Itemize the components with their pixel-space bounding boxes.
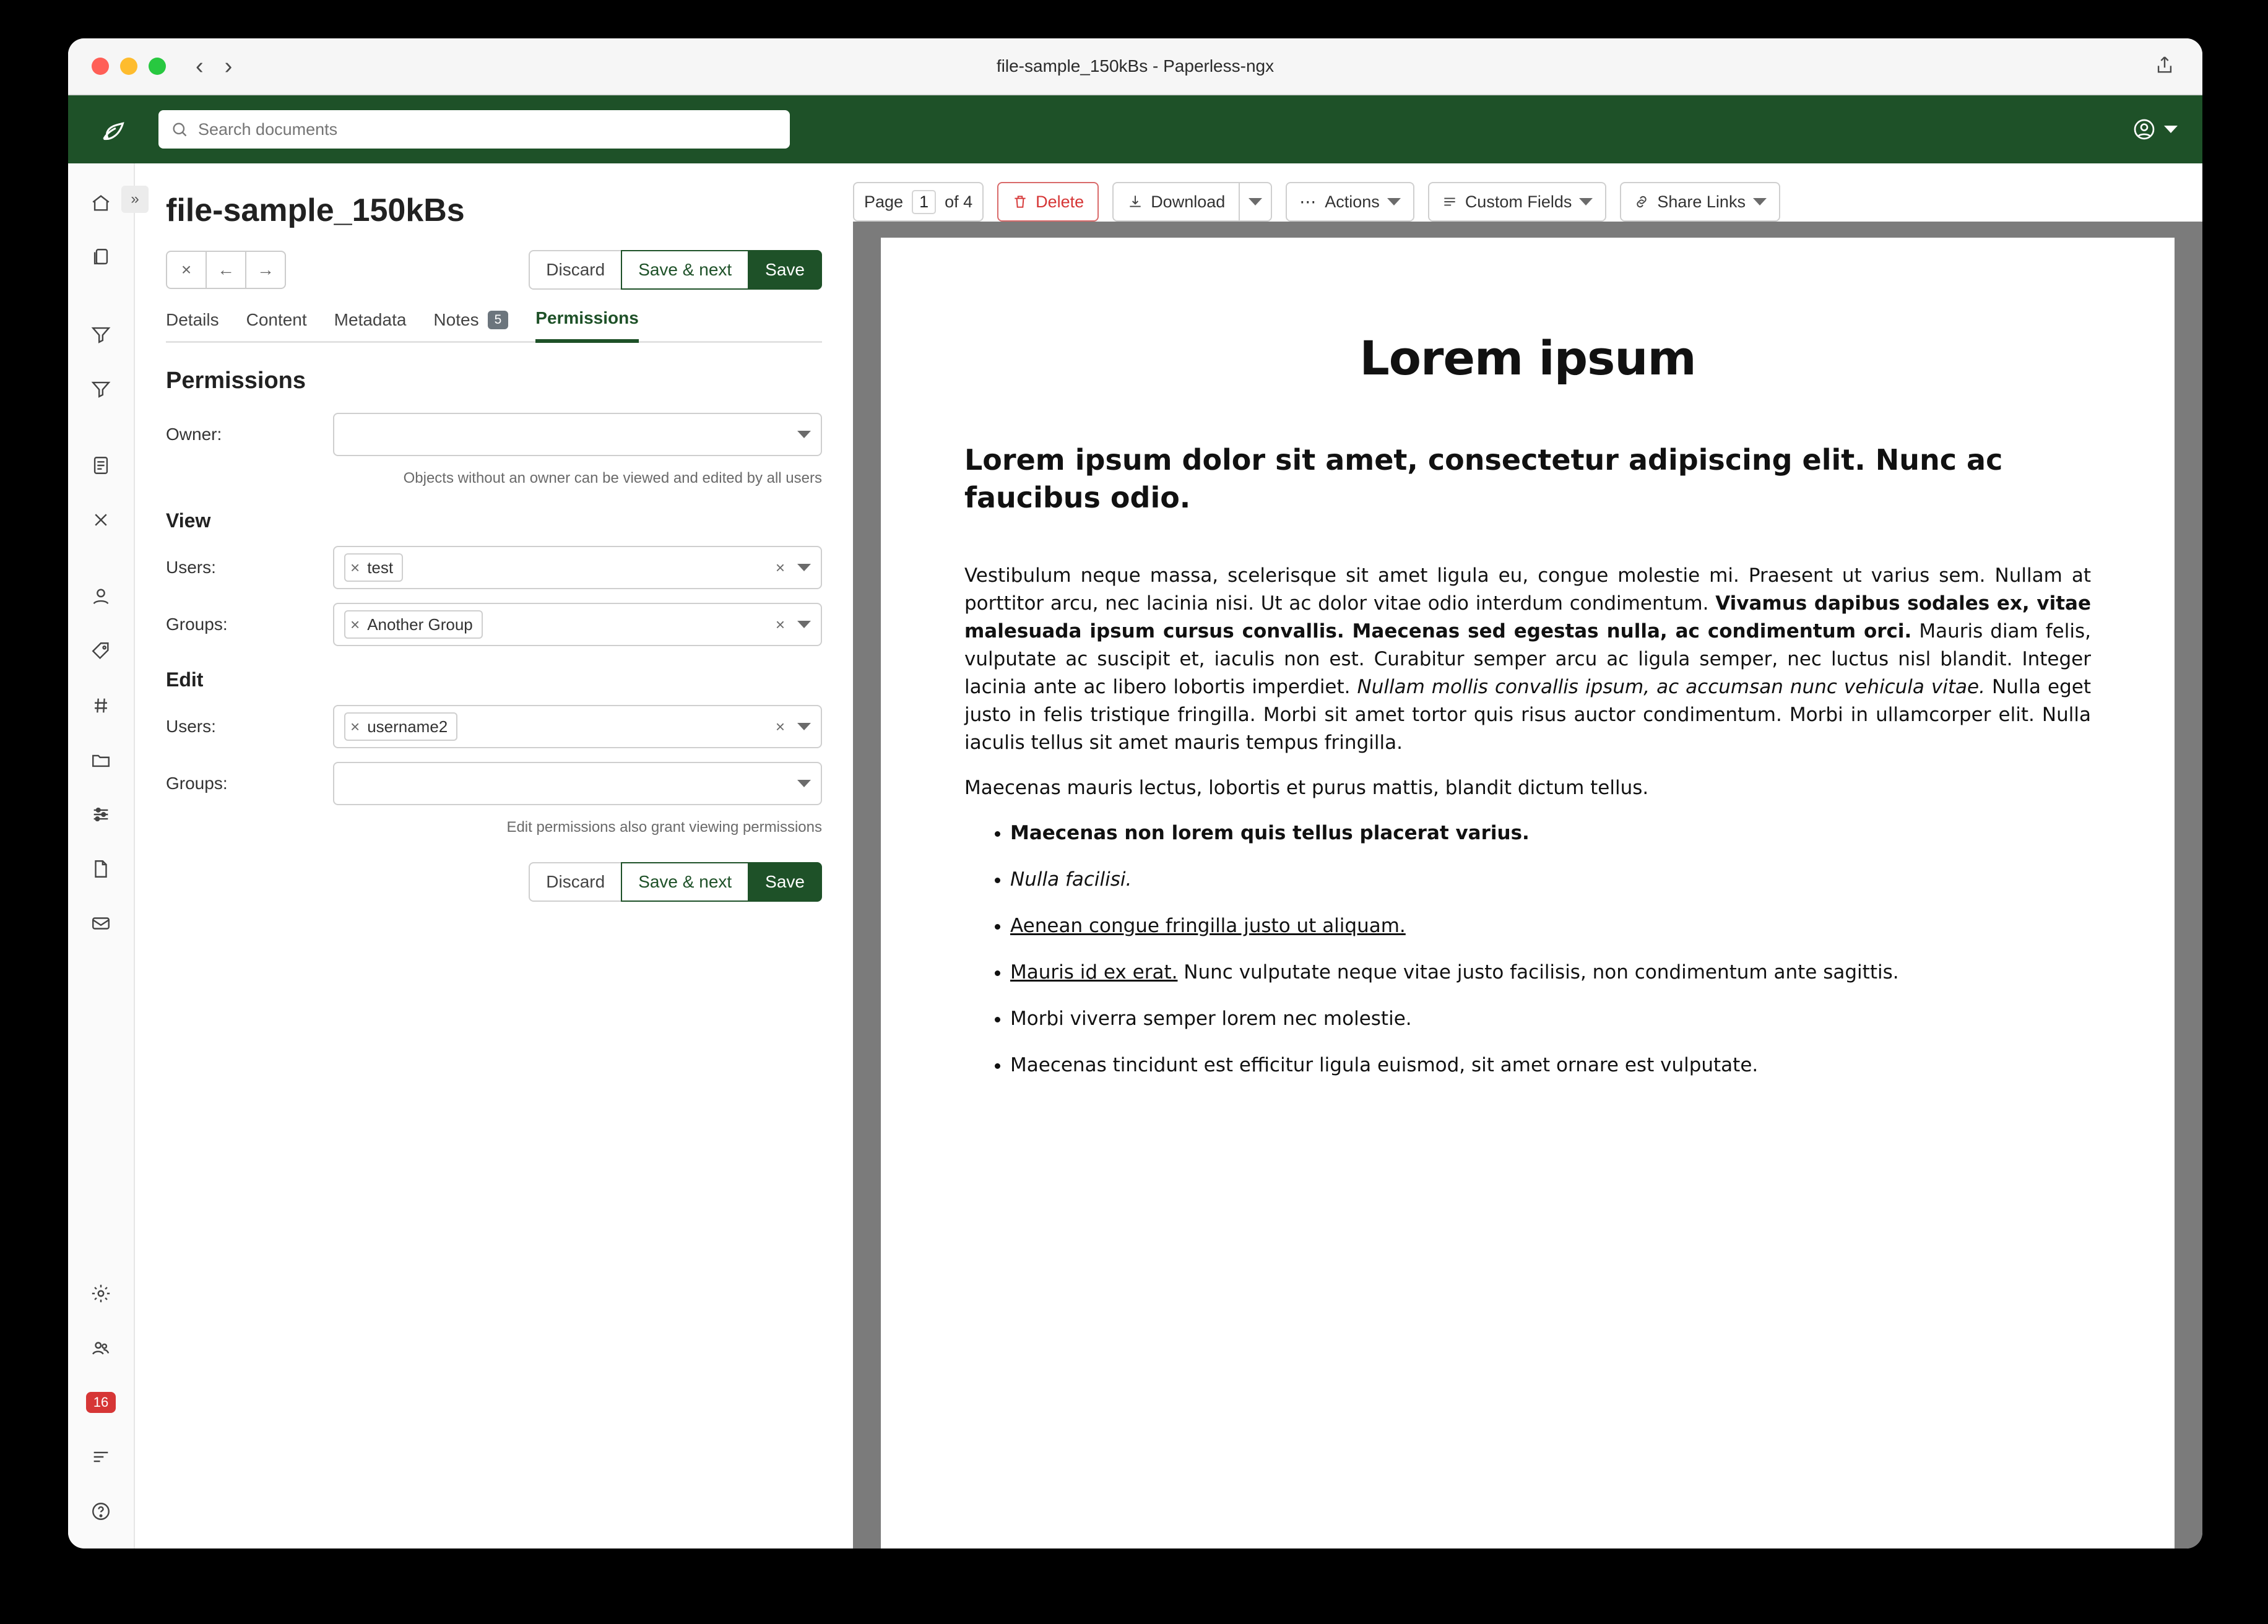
edit-groups-select[interactable]	[333, 762, 822, 805]
funnel-icon	[90, 324, 111, 345]
view-users-row	[166, 546, 822, 589]
remove-chip-icon[interactable]: ×	[350, 558, 360, 577]
document-paragraph-2: Maecenas mauris lectus, lobortis et purus mattis, blandit dictum tellus.	[964, 777, 1649, 799]
document-heading: Lorem ipsum	[1359, 330, 1696, 386]
user-circle-icon	[2132, 117, 2157, 142]
view-heading: View	[166, 509, 211, 532]
view-users-select[interactable]	[333, 546, 822, 589]
save-button-group-bottom	[166, 862, 822, 902]
list-item: • Maecenas non lorem quis tellus placerat varius.	[1010, 819, 2091, 847]
preview-column	[853, 163, 2202, 1548]
paperless-ngx-logo-icon[interactable]	[93, 115, 136, 144]
app-window	[68, 38, 2202, 1548]
sidebar-item-tags[interactable]	[84, 634, 118, 668]
sidebar-item-file-tasks[interactable]	[84, 852, 118, 886]
save-button-bottom[interactable]: Save	[748, 862, 822, 902]
document-paragraph-1	[964, 562, 2091, 757]
edit-users-select[interactable]	[333, 705, 822, 748]
document-list	[964, 819, 2091, 1079]
pdf-page	[881, 238, 2175, 1548]
document-preview[interactable]	[853, 222, 2202, 1548]
permissions-heading: Permissions	[166, 368, 306, 394]
search-icon	[171, 121, 188, 138]
list-item	[1010, 959, 2091, 987]
owner-label: Owner:	[166, 425, 222, 444]
list-item: • Aenean congue fringilla justo ut aliquam.	[1010, 912, 2091, 940]
previous-document-button[interactable]: ←	[206, 251, 246, 289]
sliders-icon	[90, 804, 111, 825]
share-links-button[interactable]	[1620, 182, 1780, 222]
trash-icon	[1012, 194, 1028, 210]
tab-content[interactable]	[246, 310, 307, 341]
view-groups-row	[166, 603, 822, 646]
sidebar-expand-button[interactable]: »	[121, 186, 149, 213]
edit-hint: Edit permissions also grant viewing permissions	[506, 819, 822, 836]
remove-chip-icon[interactable]: ×	[350, 717, 360, 736]
sidebar-item-correspondents[interactable]	[84, 579, 118, 614]
view-users-label: Users:	[166, 558, 216, 577]
person-icon	[90, 586, 111, 607]
sidebar-item-documentation[interactable]	[84, 1494, 118, 1529]
tab-notes[interactable]	[433, 310, 508, 341]
document-edit-pane	[135, 163, 853, 1548]
notes-count-badge: 5	[488, 311, 509, 329]
chevron-down-icon[interactable]	[797, 621, 811, 628]
owner-select[interactable]	[333, 413, 822, 456]
sidebar-item-dashboard[interactable]	[84, 186, 118, 220]
back-icon[interactable]: ‹	[196, 53, 204, 79]
sidebar-item-users-groups[interactable]	[84, 1331, 118, 1365]
app-body	[68, 163, 2202, 1548]
text-run-underline: Mauris id ex erat.	[1010, 961, 1178, 983]
owner-field-row	[166, 413, 822, 456]
help-icon	[90, 1501, 111, 1522]
edit-users-row	[166, 705, 822, 748]
link-icon	[1634, 194, 1650, 210]
window-titlebar	[68, 38, 2202, 95]
save-and-next-button-top[interactable]: Save & next	[621, 250, 749, 290]
app-header	[68, 95, 2202, 163]
window-title: file-sample_150kBs - Paperless-ngx	[996, 56, 1275, 76]
chip-label: Another Group	[367, 615, 473, 634]
page-label: Page	[864, 192, 904, 211]
edit-users-label: Users:	[166, 717, 216, 736]
share-links-label: Share Links	[1657, 192, 1746, 211]
document-nav-buttons[interactable]	[166, 251, 286, 289]
sidebar-item-close-document[interactable]	[84, 503, 118, 537]
search-input[interactable]	[197, 119, 777, 140]
text-run-bold: Vivamus dapibus sodales ex, vitae malesuada ipsum cursus convallis. Maecenas sed egestas nulla, ac condimentum orci.	[964, 592, 2091, 643]
folder-icon	[90, 749, 111, 771]
chip-label: username2	[367, 717, 448, 736]
home-icon	[90, 192, 111, 214]
download-dropdown-toggle[interactable]	[1239, 182, 1272, 222]
chevron-down-icon[interactable]	[2164, 126, 2178, 133]
sidebar-item-saved-view-inbox[interactable]	[84, 317, 118, 352]
tag-icon	[90, 641, 111, 662]
chevron-down-icon[interactable]	[1753, 198, 1767, 205]
chip-view-group[interactable]	[344, 610, 483, 639]
chevron-down-icon[interactable]	[1249, 198, 1262, 205]
close-document-button[interactable]: ×	[166, 251, 207, 289]
chip-edit-user[interactable]	[344, 712, 457, 741]
clear-all-icon[interactable]: ×	[775, 717, 785, 736]
clear-all-icon[interactable]: ×	[775, 615, 785, 634]
actions-button[interactable]	[1286, 182, 1414, 222]
mail-icon	[90, 913, 111, 934]
next-document-button[interactable]: →	[245, 251, 286, 289]
sidebar-item-storage-paths[interactable]	[84, 743, 118, 777]
actions-label: Actions	[1325, 192, 1380, 211]
chevron-down-icon[interactable]	[797, 431, 811, 438]
page-title: file-sample_150kBs	[166, 192, 465, 228]
editor-tabs	[166, 308, 822, 343]
sidebar-item-open-document[interactable]	[84, 448, 118, 483]
share-icon[interactable]	[2154, 54, 2175, 79]
document-toolbar	[853, 163, 2202, 222]
chevron-down-icon[interactable]	[797, 723, 811, 730]
chevron-down-icon[interactable]	[1387, 198, 1401, 205]
tab-label: Details	[166, 310, 219, 329]
tab-details[interactable]	[166, 310, 219, 341]
text-run: Vestibulum neque massa, scelerisque sit amet ligula eu, congue molestie mi. Praesent ut varius sem. Nullam at porttitor arcu, nec lacinia nisi. Ut ac dolor vitae odio interdum condimentum.	[964, 564, 2091, 615]
sidebar-item-documents[interactable]	[84, 240, 118, 275]
save-button-top[interactable]: Save	[748, 250, 822, 290]
sidebar-item-notifications[interactable]	[84, 1385, 118, 1420]
search-box[interactable]	[158, 110, 790, 149]
close-icon	[92, 511, 110, 529]
list-icon	[90, 1446, 111, 1467]
save-button-group-top[interactable]	[530, 250, 822, 290]
clear-all-icon[interactable]: ×	[775, 558, 785, 577]
download-label: Download	[1151, 192, 1226, 211]
delete-button[interactable]	[997, 182, 1099, 222]
save-and-next-button-bottom[interactable]: Save & next	[621, 862, 749, 902]
file-icon	[90, 858, 111, 879]
page-selector[interactable]	[853, 182, 984, 222]
page-total-label: of 4	[945, 192, 973, 211]
text-run: Nunc vulputate neque vitae justo facilisis, non condimentum ante sagittis.	[1177, 961, 1899, 983]
custom-fields-icon	[1442, 194, 1458, 210]
custom-fields-label: Custom Fields	[1465, 192, 1572, 211]
funnel-icon	[90, 378, 111, 399]
ellipsis-icon: ⋯	[1299, 192, 1318, 211]
text-run-italic: Nullam mollis convallis ipsum, ac accumsan nunc vehicula vitae.	[1357, 676, 1985, 699]
chip-view-user[interactable]	[344, 553, 403, 582]
editor-nav-row	[166, 250, 822, 290]
delete-label: Delete	[1036, 192, 1084, 211]
chip-label: test	[367, 558, 394, 577]
sidebar-item-document-types[interactable]	[84, 688, 118, 723]
sidebar-item-settings[interactable]	[84, 1276, 118, 1311]
chevron-down-icon[interactable]	[797, 564, 811, 571]
sidebar-item-saved-view-filter[interactable]	[84, 371, 118, 406]
tab-label: Permissions	[535, 308, 639, 327]
notifications-badge: 16	[86, 1392, 116, 1413]
edit-heading: Edit	[166, 668, 204, 691]
sidebar-item-mail[interactable]	[84, 906, 118, 941]
discard-button-top[interactable]: Discard	[529, 250, 622, 290]
sidebar-item-logs[interactable]	[84, 1440, 118, 1474]
tab-metadata[interactable]	[334, 310, 407, 341]
tab-label: Metadata	[334, 310, 407, 329]
download-button[interactable]	[1112, 182, 1239, 222]
remove-chip-icon[interactable]: ×	[350, 615, 360, 634]
discard-button-bottom[interactable]: Discard	[529, 862, 622, 902]
text-run: Mauris diam felis, vulputate ac suscipit et, iaculis non est. Curabitur semper arcu ac ligula semper, nec luctus nisl blandit. Integer lacinia ante ac libero lobortis imperdiet.	[964, 620, 2091, 699]
sidebar-item-custom-fields[interactable]	[84, 797, 118, 832]
file-text-icon	[90, 455, 111, 476]
page-number-input[interactable]: 1	[912, 190, 936, 214]
tab-label: Notes	[433, 310, 479, 329]
view-groups-select[interactable]	[333, 603, 822, 646]
list-item: • Nulla facilisi.	[1010, 866, 2091, 894]
text-run: Nulla eget justo in felis tristique fringilla. Morbi sit amet tortor quis risus auctor condimentum. Morbi in ullamcorper elit. Nulla iaculis tellus sit amet mauris tempus fringilla.	[964, 676, 2091, 754]
owner-hint: Objects without an owner can be viewed and edited by all users	[403, 470, 822, 486]
account-menu[interactable]	[2132, 117, 2178, 142]
list-item: • Morbi viverra semper lorem nec molestie.	[1010, 1005, 2091, 1033]
tab-permissions[interactable]	[535, 308, 639, 343]
documents-icon	[90, 247, 111, 268]
custom-fields-button[interactable]	[1428, 182, 1607, 222]
people-icon	[90, 1337, 111, 1358]
list-item: • Maecenas tincidunt est efficitur ligula euismod, sit amet ornare est vulputate.	[1010, 1052, 2091, 1079]
chevron-down-icon[interactable]	[797, 780, 811, 787]
view-groups-label: Groups:	[166, 615, 228, 634]
tab-label: Content	[246, 310, 307, 329]
forward-icon[interactable]: ›	[224, 53, 233, 79]
download-icon	[1127, 194, 1143, 210]
sidebar	[68, 163, 139, 1548]
chevron-down-icon[interactable]	[1579, 198, 1593, 205]
document-subheading: Lorem ipsum dolor sit amet, consectetur adipiscing elit. Nunc ac faucibus odio.	[964, 443, 2003, 514]
edit-groups-row	[166, 762, 822, 805]
edit-groups-label: Groups:	[166, 774, 228, 793]
hash-icon	[90, 695, 111, 716]
gear-icon	[90, 1283, 111, 1304]
download-button-group[interactable]	[1112, 182, 1272, 222]
